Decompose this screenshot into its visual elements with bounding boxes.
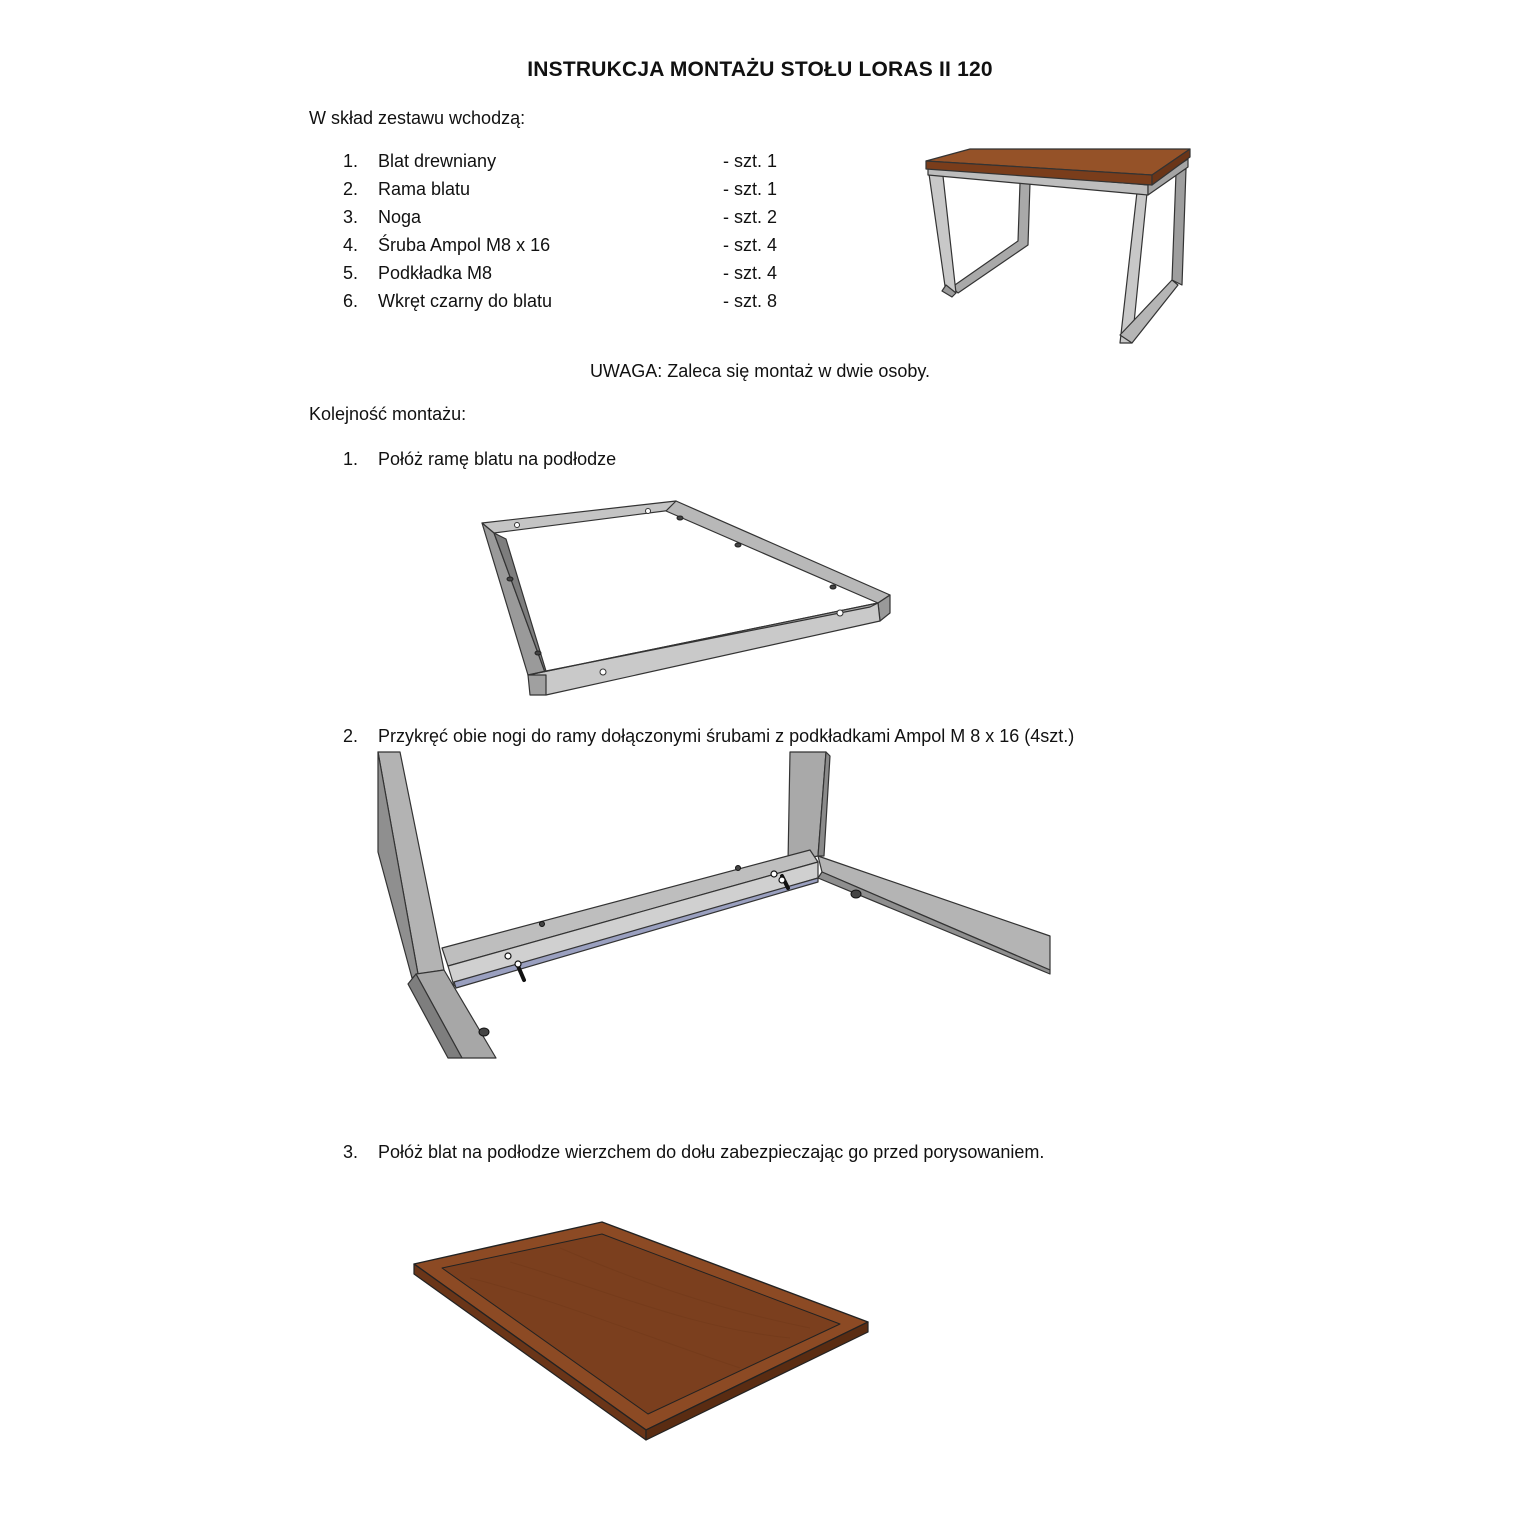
step-number: 3. — [343, 1142, 359, 1162]
list-item — [343, 291, 803, 317]
part-quantity: - szt. 8 — [723, 291, 778, 311]
part-quantity: - szt. 2 — [723, 207, 778, 227]
part-name: Śruba Ampol M8 x 16 — [378, 235, 551, 255]
step-number: 1. — [343, 449, 359, 469]
frame-on-floor-illustration — [470, 495, 900, 705]
assembled-table-illustration — [920, 145, 1200, 355]
part-quantity: - szt. 1 — [723, 151, 778, 171]
step-text: Połóż ramę blatu na podłodze — [378, 449, 617, 469]
list-item — [343, 207, 803, 233]
step-text: Połóż blat na podłodze wierzchem do dołu zabezpieczając go przed porysowaniem. — [378, 1142, 1045, 1162]
part-name: Rama blatu — [378, 179, 471, 199]
step-text: Przykręć obie nogi do ramy dołączonymi śrubami z podkładkami Ampol M 8 x 16 (4szt.) — [378, 726, 1075, 746]
part-number: 2. — [343, 179, 359, 199]
list-item — [343, 263, 803, 289]
part-quantity: - szt. 4 — [723, 235, 778, 255]
part-number: 4. — [343, 235, 359, 255]
warning-note: UWAGA: Zaleca się montaż w dwie osoby. — [589, 361, 931, 381]
part-quantity: - szt. 1 — [723, 179, 778, 199]
list-item — [343, 179, 803, 205]
tabletop-face-down-illustration — [410, 1218, 880, 1444]
list-item — [343, 235, 803, 261]
step-number: 2. — [343, 726, 359, 746]
part-quantity: - szt. 4 — [723, 263, 778, 283]
part-number: 1. — [343, 151, 359, 171]
part-name: Podkładka M8 — [378, 263, 493, 283]
document-title: INSTRUKCJA MONTAŻU STOŁU LORAS II 120 — [527, 58, 993, 81]
part-name: Wkręt czarny do blatu — [378, 291, 553, 311]
part-number: 3. — [343, 207, 359, 227]
legs-bolting-illustration — [378, 752, 1058, 1062]
part-name: Noga — [378, 207, 422, 227]
part-number: 5. — [343, 263, 359, 283]
parts-intro: W skład zestawu wchodzą: — [309, 108, 526, 128]
part-number: 6. — [343, 291, 359, 311]
part-name: Blat drewniany — [378, 151, 497, 171]
assembly-order-heading: Kolejność montażu: — [309, 404, 467, 424]
list-item — [343, 151, 803, 177]
